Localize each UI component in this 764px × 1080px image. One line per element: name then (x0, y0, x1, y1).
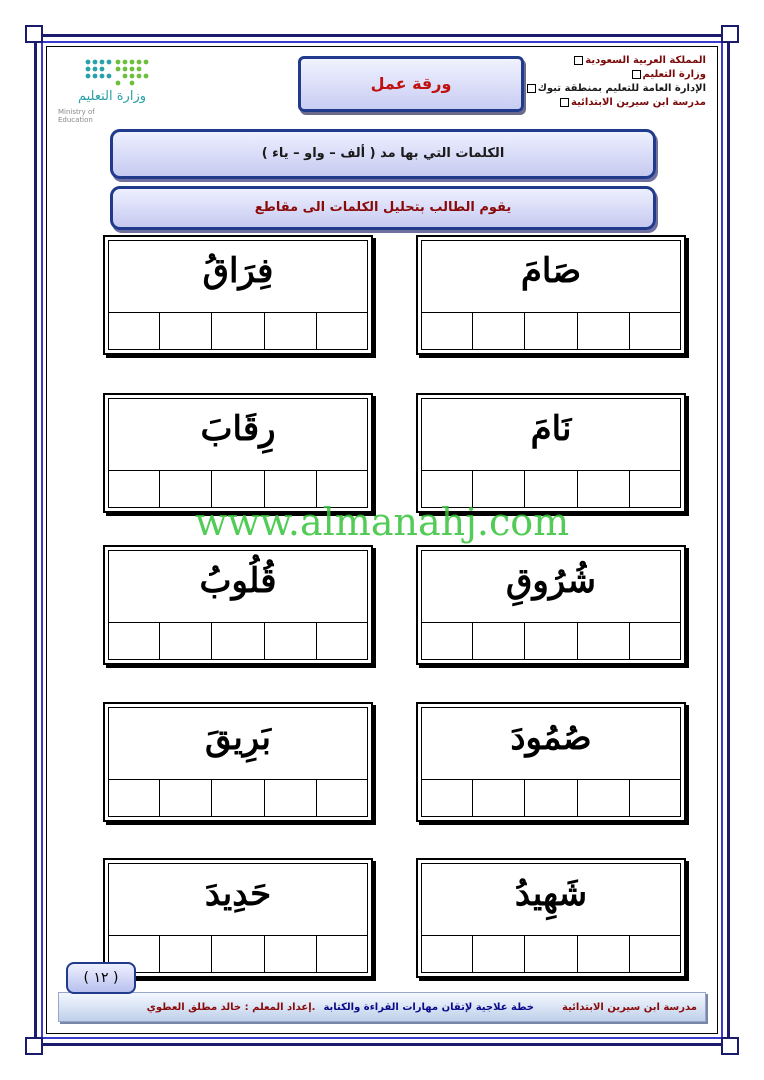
card-word: نَامَ (530, 409, 572, 449)
syllable-cell[interactable] (472, 313, 524, 350)
ministry-logo (56, 56, 166, 122)
ministry-logo-dots-icon (82, 56, 152, 88)
syllable-cell[interactable] (159, 780, 211, 817)
header-line-ministry: وزارة التعليم (486, 68, 706, 82)
syllable-cell[interactable] (108, 313, 159, 350)
syllable-cells (108, 779, 368, 817)
syllable-cell[interactable] (629, 623, 681, 660)
syllable-cell[interactable] (421, 780, 472, 817)
syllable-cell[interactable] (629, 313, 681, 350)
syllable-cell[interactable] (211, 623, 263, 660)
header-line-country: المملكة العربية السعودية (486, 54, 706, 68)
card-word: قُلُوبُ (199, 561, 277, 601)
logo-english-text: Ministry of Education (58, 108, 95, 124)
syllable-cell[interactable] (159, 936, 211, 973)
frame-corner-bottom-right (721, 1037, 739, 1055)
header-line-school: مدرسة ابن سيرين الابتدائية (486, 96, 706, 110)
card-word: رِقَابَ (200, 409, 276, 449)
topic-text: الكلمات التي بها مد ( ألف – واو – ياء ) (261, 146, 505, 161)
syllable-cells (108, 622, 368, 660)
word-card (103, 393, 373, 513)
syllable-cell[interactable] (577, 313, 629, 350)
syllable-cell[interactable] (211, 936, 263, 973)
syllable-cell[interactable] (421, 623, 472, 660)
syllable-cell[interactable] (316, 936, 368, 973)
syllable-cell[interactable] (316, 313, 368, 350)
syllable-cell[interactable] (577, 780, 629, 817)
syllable-cell[interactable] (108, 780, 159, 817)
word-card (416, 702, 686, 822)
frame-corner-top-left (25, 25, 43, 43)
card-word: شَهِيدُ (514, 874, 588, 914)
syllable-cells (421, 935, 681, 973)
checkbox-icon (527, 84, 536, 93)
syllable-cell[interactable] (159, 623, 211, 660)
checkbox-icon (632, 70, 641, 79)
syllable-cell[interactable] (524, 780, 576, 817)
syllable-cells (421, 622, 681, 660)
syllable-cell[interactable] (472, 623, 524, 660)
topic-banner (110, 129, 656, 179)
worksheet-title-box (298, 56, 524, 112)
footer-plan: خطة علاجية لإتقان مهارات القراءة والكتابة (323, 1001, 535, 1013)
syllable-cells (108, 312, 368, 350)
syllable-cell[interactable] (629, 936, 681, 973)
site-watermark: www.almanahj.com (194, 500, 570, 544)
word-card (103, 858, 373, 978)
card-word: شُرُوقِ (505, 561, 597, 601)
syllable-cell[interactable] (264, 623, 316, 660)
word-card (103, 545, 373, 665)
card-word: بَرِيقَ (204, 718, 272, 758)
footer-school: مدرسة ابن سيرين الابتدائية (562, 1001, 697, 1013)
card-word: حَدِيدَ (204, 874, 272, 914)
page-number: ( ١٢ ) (66, 962, 136, 994)
word-card (416, 858, 686, 978)
syllable-cells (421, 779, 681, 817)
syllable-cell[interactable] (264, 936, 316, 973)
syllable-cell[interactable] (472, 936, 524, 973)
syllable-cells (108, 935, 368, 973)
card-word: صَامَ (520, 251, 582, 291)
syllable-cell[interactable] (524, 313, 576, 350)
frame-corner-bottom-left (25, 1037, 43, 1055)
syllable-cell[interactable] (264, 313, 316, 350)
worksheet-title: ورقة عمل (370, 74, 452, 93)
syllable-cell[interactable] (264, 780, 316, 817)
syllable-cell[interactable] (421, 936, 472, 973)
syllable-cell[interactable] (472, 780, 524, 817)
word-card (103, 702, 373, 822)
card-word: فِرَاقُ (202, 251, 274, 291)
syllable-cell[interactable] (211, 313, 263, 350)
word-card (416, 235, 686, 355)
logo-arabic-text: وزارة التعليم (77, 89, 147, 104)
syllable-cells (421, 312, 681, 350)
syllable-cell[interactable] (629, 780, 681, 817)
syllable-cell[interactable] (108, 623, 159, 660)
header-line-directorate: الإدارة العامة للتعليم بمنطقة تبوك (486, 82, 706, 96)
instruction-banner (110, 186, 656, 230)
card-word: صُمُودَ (510, 718, 592, 758)
syllable-cell[interactable] (577, 936, 629, 973)
frame-corner-top-right (721, 25, 739, 43)
syllable-cell[interactable] (316, 623, 368, 660)
syllable-cell[interactable] (577, 623, 629, 660)
syllable-cell[interactable] (159, 313, 211, 350)
word-card (103, 235, 373, 355)
syllable-cell[interactable] (524, 936, 576, 973)
checkbox-icon (560, 98, 569, 107)
checkbox-icon (574, 56, 583, 65)
instruction-text: يقوم الطالب بتحليل الكلمات الى مقاطع (254, 200, 512, 215)
syllable-cell[interactable] (524, 623, 576, 660)
footer-teacher: .إعداد المعلم : خالد مطلق العطوي (146, 1001, 316, 1013)
footer-bar (58, 992, 706, 1022)
word-card (416, 545, 686, 665)
syllable-cell[interactable] (421, 313, 472, 350)
syllable-cell[interactable] (211, 780, 263, 817)
word-card (416, 393, 686, 513)
syllable-cell[interactable] (316, 780, 368, 817)
